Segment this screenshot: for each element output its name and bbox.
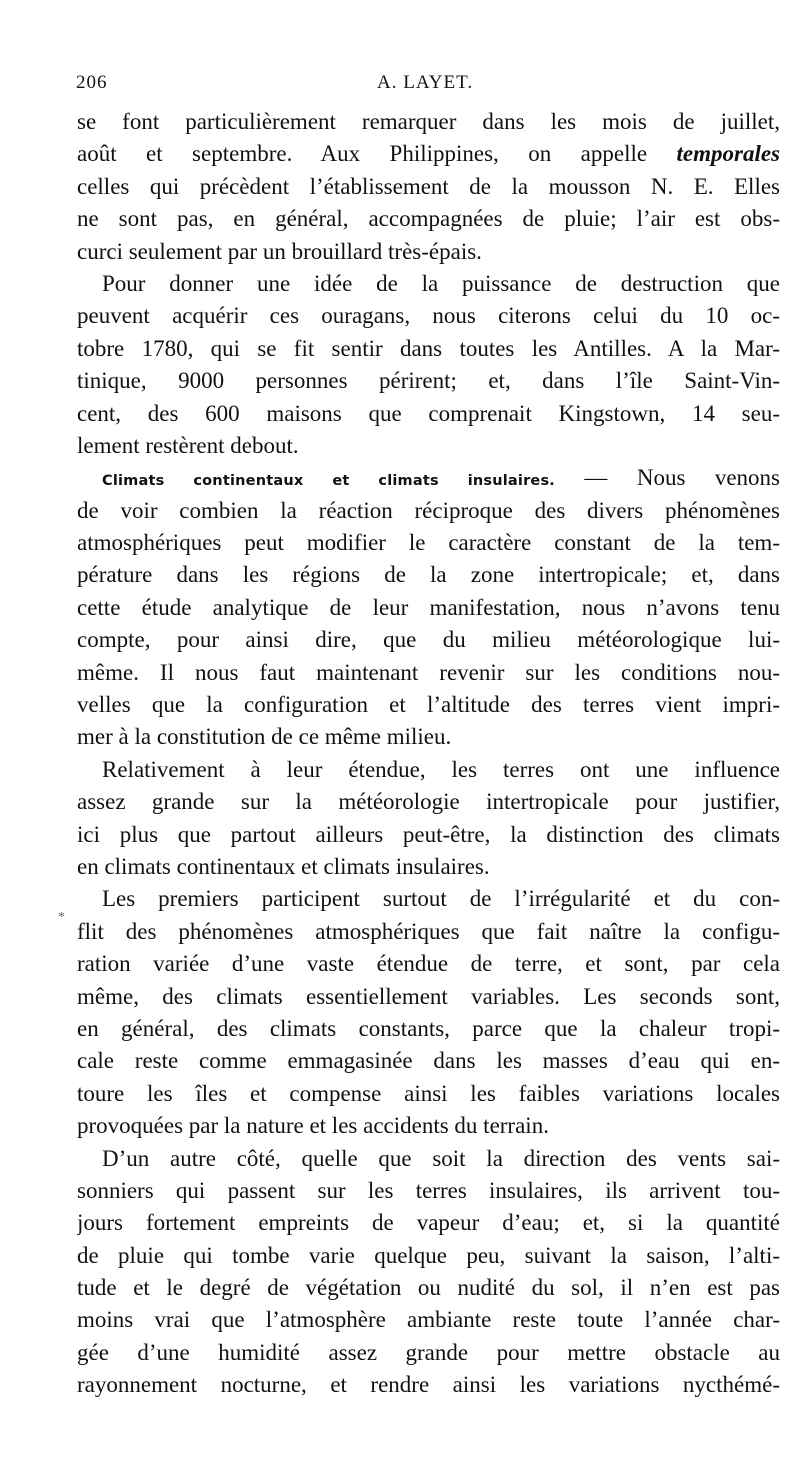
text-line: rayonnement nocturne, et rendre ainsi les variations nycthémé-: [77, 1372, 780, 1398]
text-line: mer à la constitution de ce même milieu.: [77, 724, 452, 750]
text-line: lement restèrent debout.: [77, 432, 299, 458]
text-line: compte, pour ainsi dire, que du milieu météorologique lui-: [77, 627, 780, 653]
text-line: cette étude analytique de leur manifestation, nous n’avons tenu: [77, 594, 780, 620]
running-head: [76, 72, 780, 96]
text-line: en général, des climats constants, parce que la chaleur tropi-: [77, 1015, 780, 1041]
margin-mark: *: [58, 910, 65, 925]
text-line: tobre 1780, qui se fit sentir dans toutes les Antilles. A la Mar-: [77, 335, 780, 361]
text-line: D’un autre côté, quelle que soit la direction des vents sai-: [102, 1145, 780, 1171]
text-line: velles que la configuration et l’altitude des terres vient impri-: [77, 692, 780, 718]
text-line: flit des phénomènes atmosphériques que fait naître la configu-: [77, 918, 780, 944]
text-line: août et septembre. Aux Philippines, on appelle temporales: [77, 141, 780, 167]
text-line: cent, des 600 maisons que comprenait Kingstown, 14 seu-: [77, 400, 780, 426]
text-line: ici plus que partout ailleurs peut-être, la distinction des climats: [77, 821, 780, 847]
text-line: gée d’une humidité assez grande pour mettre obstacle au: [77, 1339, 780, 1365]
text-line: jours fortement empreints de vapeur d’eau; et, si la quantité: [77, 1210, 780, 1236]
text-line: de voir combien la réaction réciproque des divers phénomènes: [77, 497, 780, 523]
text-line: cale reste comme emmagasinée dans les masses d’eau qui en-: [77, 1048, 780, 1074]
section-heading: Climats continentaux et climats insulaires.: [102, 473, 556, 490]
text-line: ration variée d’une vaste étendue de terre, et sont, par cela: [77, 951, 780, 977]
text-line: sonniers qui passent sur les terres insulaires, ils arrivent tou-: [77, 1177, 780, 1203]
page-number: 206: [76, 72, 108, 93]
text-line: assez grande sur la météorologie intertropicale pour justifier,: [77, 789, 780, 815]
text-line: toure les îles et compense ainsi les faibles variations locales: [77, 1080, 780, 1106]
text-line: de pluie qui tombe varie quelque peu, suivant la saison, l’alti-: [77, 1242, 780, 1268]
italic-term: temporales: [676, 141, 780, 167]
text-line: peuvent acquérir ces ouragans, nous citerons celui du 10 oc-: [77, 303, 780, 329]
text-line: ne sont pas, en général, accompagnées de pluie; l’air est obs-: [77, 206, 780, 232]
body-text: [77, 106, 780, 1402]
text-line: tude et le degré de végétation ou nudité du sol, il n’en est pas: [77, 1275, 780, 1301]
text-line: provoquées par la nature et les accidents du terrain.: [77, 1113, 549, 1139]
text-line: celles qui précèdent l’établissement de la mousson N. E. Elles: [77, 173, 780, 199]
text-line: même. Il nous faut maintenant revenir sur les conditions nou-: [77, 659, 780, 685]
text-line: moins vrai que l’atmosphère ambiante reste toute l’année char-: [77, 1307, 780, 1333]
text-line: Les premiers participent surtout de l’irrégularité et du con-: [102, 886, 780, 912]
text-line: tinique, 9000 personnes périrent; et, dans l’île Saint-Vin-: [77, 368, 780, 394]
running-head-author: A. LAYET.: [377, 72, 474, 93]
text-line: atmosphériques peut modifier le caractère constant de la tem-: [77, 530, 780, 556]
text-line: Pour donner une idée de la puissance de destruction que: [102, 270, 780, 296]
text-line: curci seulement par un brouillard très-épais.: [77, 238, 482, 264]
text-line: pérature dans les régions de la zone intertropicale; et, dans: [77, 562, 780, 588]
text-line: se font particulièrement remarquer dans les mois de juillet,: [77, 109, 780, 134]
text-line: en climats continentaux et climats insulaires.: [77, 853, 490, 879]
text-line: même, des climats essentiellement variables. Les seconds sont,: [77, 983, 780, 1009]
text-line: Climats continentaux et climats insulaires. — Nous venons: [102, 465, 780, 491]
text-line: Relativement à leur étendue, les terres ont une influence: [102, 756, 780, 782]
